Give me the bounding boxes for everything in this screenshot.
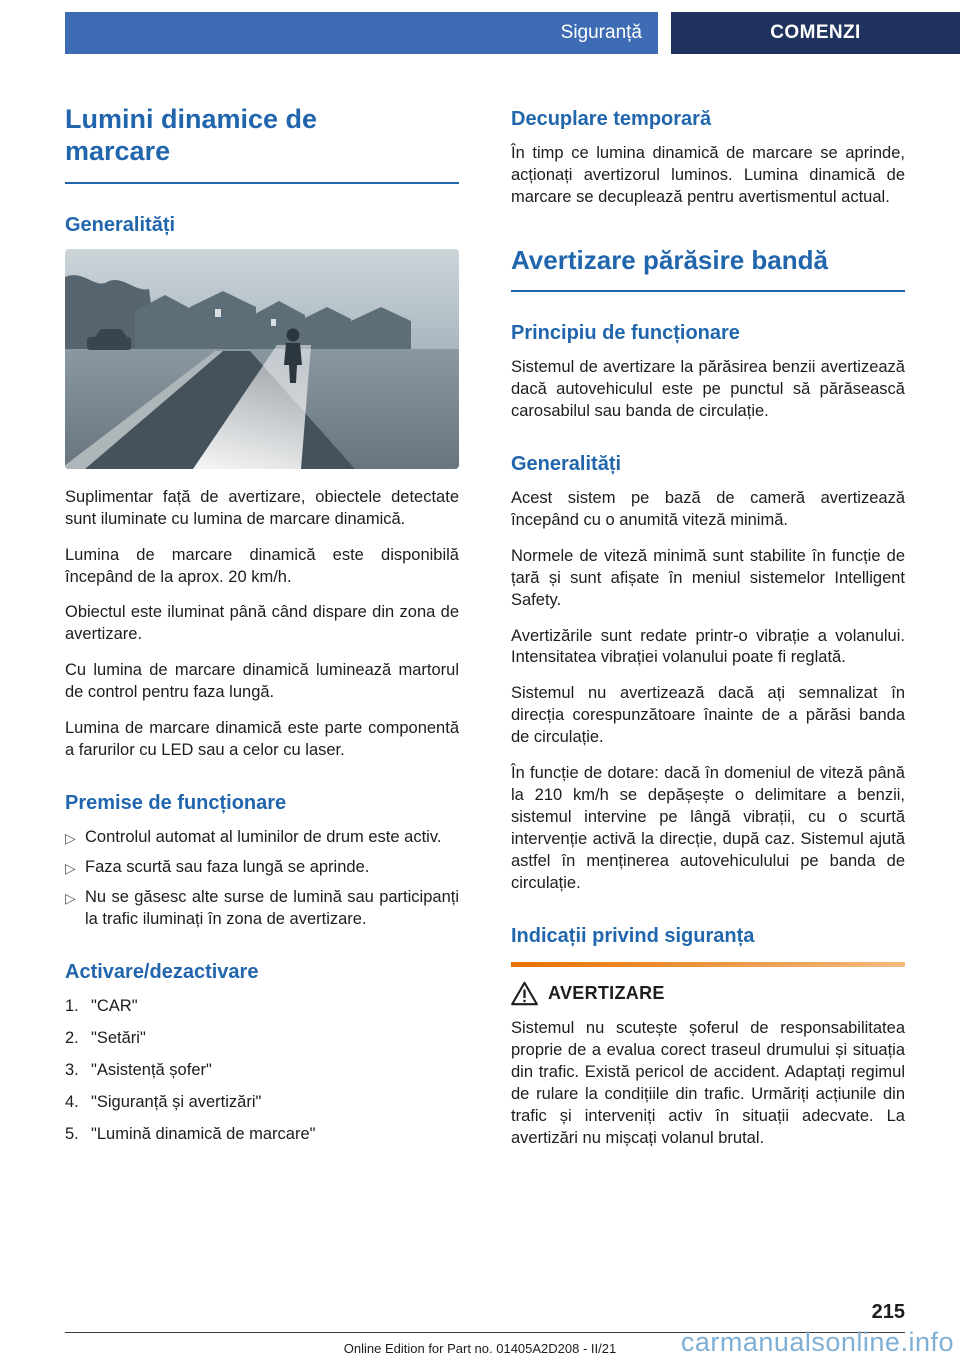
list-item	[65, 827, 459, 849]
warning-header	[511, 981, 905, 1006]
site-watermark: carmanualsonline.info	[680, 1327, 954, 1357]
paragraph: Sistemul de avertizare la părăsirea benzii avertizează dacă autovehiculul este pe punctul să părăsească carosabilul sau banda de circulație.	[511, 358, 905, 420]
step-label: "Asistență șofer"	[91, 1060, 212, 1079]
section-heading-generalitati: Generalități	[65, 213, 176, 236]
chapter-title-avertizare: Avertizare părăsire bandă	[511, 244, 828, 275]
list-item	[65, 1092, 459, 1114]
warning-block	[511, 962, 905, 1150]
chapter-tab	[65, 12, 658, 54]
paragraph: Lumina de marcare dinamică este disponibilă începând de la aprox. 20 km/h.	[65, 545, 459, 586]
bullet-text: Faza scurtă sau faza lungă se aprinde.	[85, 858, 370, 877]
triangle-bullet-icon: ▷	[65, 889, 76, 906]
chapter-label: Siguranță	[560, 22, 642, 43]
triangle-bullet-icon: ▷	[65, 860, 76, 877]
step-label: "Setări"	[91, 1028, 146, 1047]
step-number: 2.	[65, 1028, 79, 1047]
page-body	[0, 104, 960, 1156]
warning-label: AVERTIZARE	[548, 982, 665, 1003]
title-divider	[65, 182, 459, 184]
section-label: COMENZI	[770, 22, 861, 43]
step-label: "Siguranță și avertizări"	[91, 1092, 262, 1111]
list-item	[65, 887, 459, 931]
section-heading-generalitati-2: Generalități	[511, 452, 622, 475]
right-column	[511, 104, 905, 1149]
paragraph: Obiectul este iluminat până când dispare din zona de avertizare.	[65, 603, 459, 644]
paragraph: Sistemul nu avertizează dacă ați semnalizat în direcția corespunzătoare înainte de a părăsi banda de circulație.	[511, 684, 905, 747]
paragraph: Avertizările sunt redate printr-o vibrație a volanului. Intensitatea vibrației volanului poate fi reglată.	[511, 626, 905, 667]
step-number: 3.	[65, 1060, 79, 1079]
section-heading-decuplare: Decuplare temporară	[511, 108, 712, 130]
list-item	[65, 1028, 459, 1050]
page-header	[65, 12, 960, 54]
paragraph: În timp ce lumina dinamică de marcare se aprinde, acționați avertizorul luminos. Lumina dinamică de marcare se decuplează pentru avertismentul actual.	[511, 144, 905, 206]
list-item	[65, 1124, 459, 1146]
paragraph: În funcție de dotare: dacă în domeniul de viteză până la 210 km/h se depășește o delimitare a benzii, sistemul intervine pe lângă vibrații, cu o scurtă intervenție activă la direcție, după caz. Sistemul ajută astfel în menținerea autovehiculului pe banda de circulație.	[511, 764, 905, 892]
step-number: 5.	[65, 1124, 79, 1143]
section-heading-principiu: Principiu de funcționare	[511, 322, 740, 344]
bullet-text: Controlul automat al luminilor de drum este activ.	[85, 828, 442, 847]
page-title: Lumini dinamice de marcare	[65, 104, 318, 166]
step-label: "Lumină dinamică de marcare"	[91, 1124, 316, 1143]
edition-note: Online Edition for Part no. 01405A2D208 - II/21	[343, 1341, 617, 1356]
section-tab	[671, 12, 960, 54]
paragraph: Lumina de marcare dinamică este parte componentă a farurilor cu LED sau a celor cu laser.	[65, 719, 459, 760]
warning-text: Sistemul nu scutește șoferul de responsabilitatea proprie de a evalua corect traseul drumului și situația din trafic. Există pericol de accident. Adaptați regimul de rulare la condițiile din trafic. Urmăriți acțiunile din trafic și interveniți activ în situații adecvate. La avertizări nu mișcați volanul brutal.	[511, 1018, 905, 1147]
paragraph: Cu lumina de marcare dinamică luminează martorul de control pentru faza lungă.	[65, 661, 459, 702]
title-divider	[511, 290, 905, 292]
step-label: "CAR"	[91, 996, 138, 1015]
left-column	[65, 104, 459, 1156]
section-heading-premise: Premise de funcționare	[65, 792, 287, 815]
paragraph: Normele de viteză minimă sunt stabilite în funcție de țară și sunt afișate în meniul sistemelor Intelligent Safety.	[511, 546, 905, 609]
list-item	[65, 996, 459, 1018]
warning-triangle-icon	[511, 981, 538, 1006]
paragraph: Suplimentar față de avertizare, obiectele detectate sunt iluminate cu lumina de marcare dinamică.	[65, 487, 459, 528]
list-item	[65, 857, 459, 879]
step-number: 4.	[65, 1092, 79, 1111]
section-heading-indicatii: Indicații privind siguranța	[511, 924, 755, 947]
bullet-text: Nu se găsesc alte surse de lumină sau participanți la trafic iluminați în zona de avertizare.	[85, 887, 459, 928]
page-footer	[0, 1301, 960, 1356]
paragraph: Acest sistem pe bază de cameră avertizează începând cu o anumită viteză minimă.	[511, 488, 905, 529]
page-number: 215	[871, 1301, 905, 1323]
night-road-pedestrian-marking-light-illustration	[65, 249, 459, 469]
list-item	[65, 1060, 459, 1082]
step-number: 1.	[65, 996, 79, 1015]
triangle-bullet-icon: ▷	[65, 830, 76, 847]
warning-divider	[511, 962, 905, 967]
section-heading-activare: Activare/dezactivare	[65, 960, 259, 983]
